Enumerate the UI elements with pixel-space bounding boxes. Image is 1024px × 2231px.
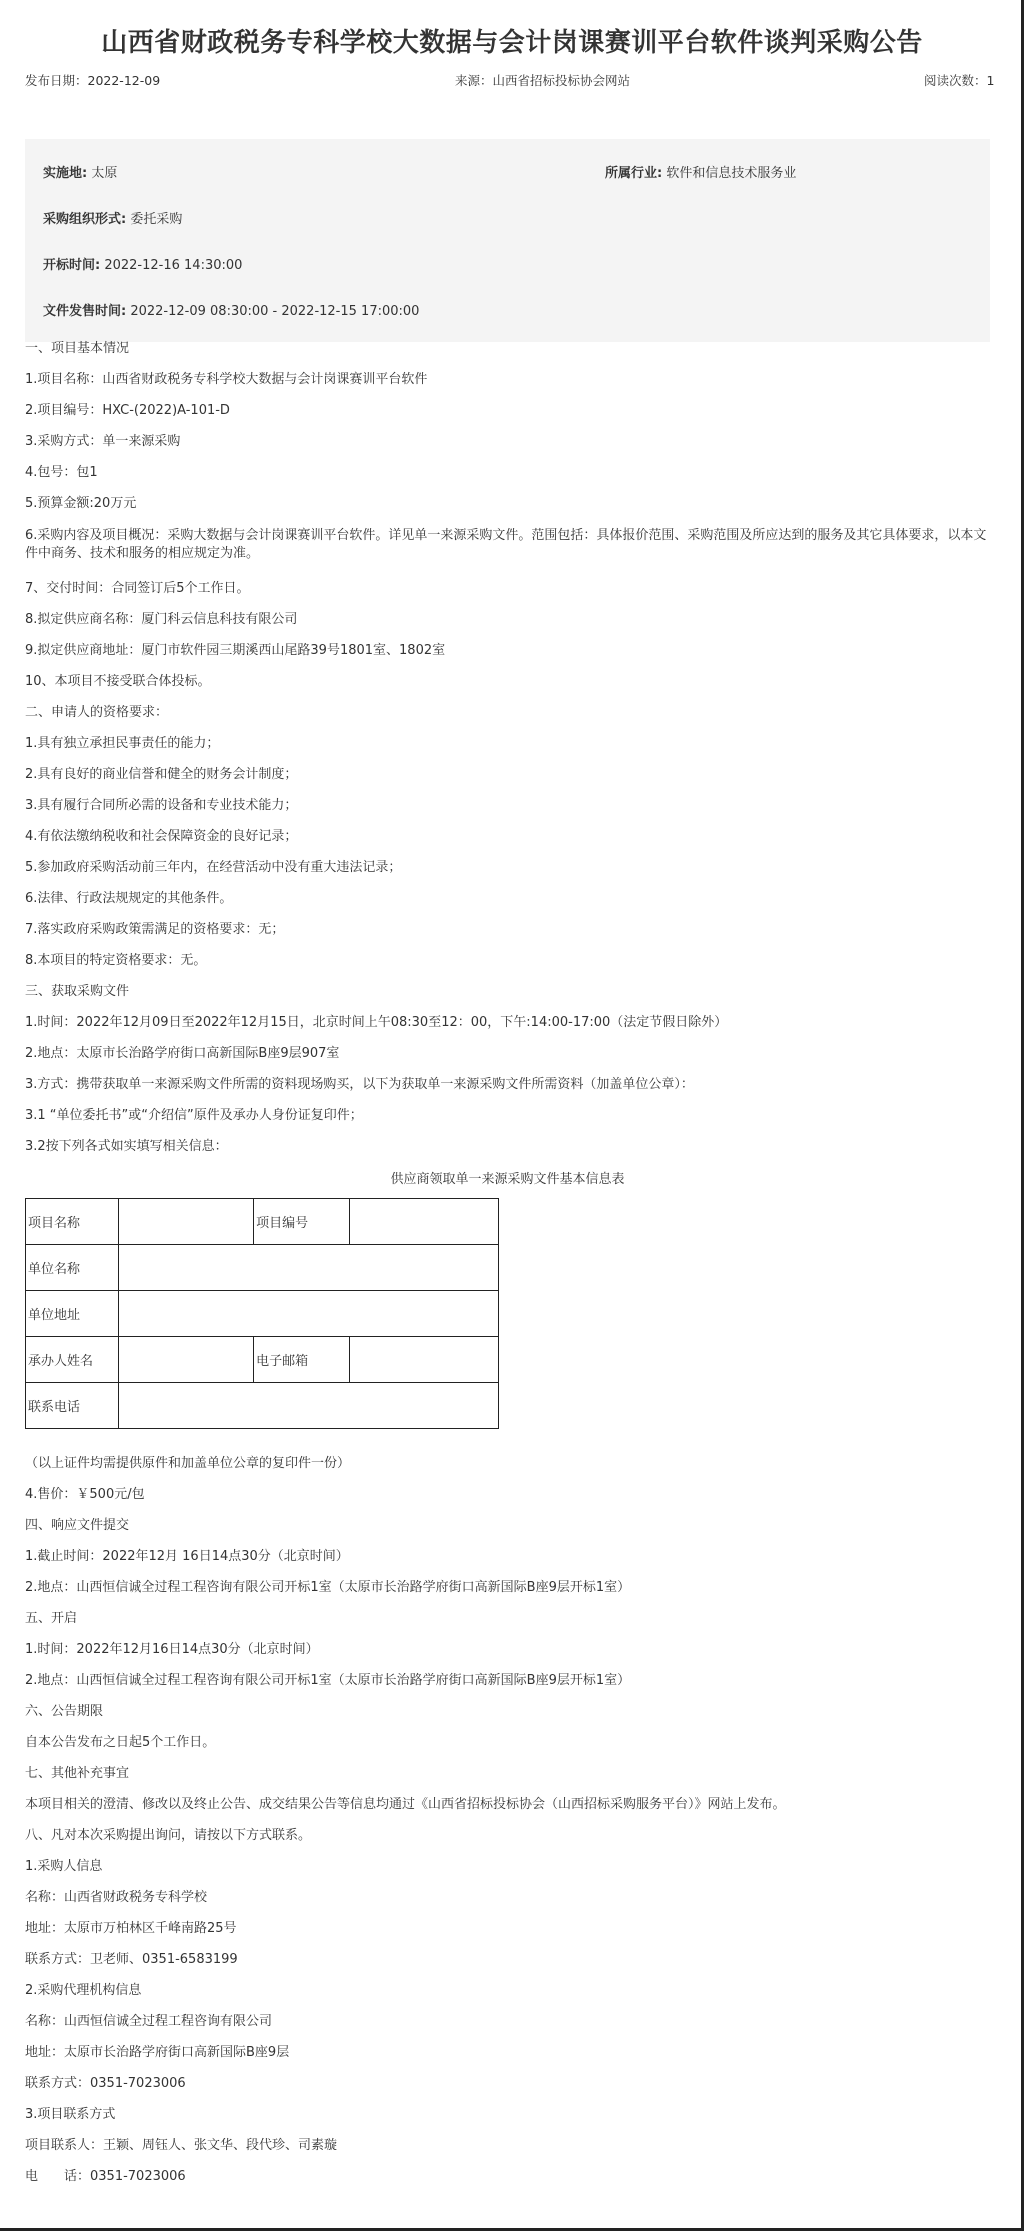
paragraph: 名称：山西恒信诚全过程工程咨询有限公司 (25, 2014, 273, 2029)
view-count: 阅读次数：1 (924, 73, 995, 88)
paragraph: 1.采购人信息 (25, 1859, 103, 1874)
paragraph: 本项目相关的澄清、修改以及终止公告、成交结果公告等信息均通过《山西省招标投标协会（山西招标采购服务平台）》网站上发布。 (25, 1797, 786, 1812)
paragraph: 地址：太原市万柏林区千峰南路25号 (25, 1921, 237, 1936)
info-open-value: 2022-12-16 14:30:00 (104, 258, 243, 273)
paragraph: 7、交付时间：合同签订后5个工作日。 (25, 581, 250, 596)
table-cell-empty (119, 1199, 254, 1245)
section-heading: 三、获取采购文件 (25, 984, 130, 999)
section-heading: 六、公告期限 (25, 1704, 104, 1719)
table-label-unit-address: 单位地址 (26, 1291, 119, 1337)
page-title: 山西省财政税务专科学校大数据与会计岗课赛训平台软件谈判采购公告 (101, 28, 923, 58)
paragraph: 1.具有独立承担民事责任的能力； (25, 736, 220, 751)
info-open-label: 开标时间: (43, 258, 101, 273)
paragraph: 6.法律、行政法规规定的其他条件。 (25, 891, 233, 906)
section-heading: 五、开启 (25, 1611, 78, 1626)
paragraph: 联系方式：卫老师、0351-6583199 (25, 1952, 238, 1967)
paragraph: 地址：太原市长治路学府街口高新国际B座9层 (25, 2045, 290, 2060)
paragraph: （以上证件均需提供原件和加盖单位公章的复印件一份） (25, 1456, 351, 1471)
paragraph: 4.有依法缴纳税收和社会保障资金的良好记录； (25, 829, 298, 844)
info-org-value: 委托采购 (130, 212, 183, 227)
info-industry (605, 162, 796, 181)
paragraph: 项目联系人：王颖、周钰人、张文华、段代珍、司素璇 (25, 2138, 338, 2153)
paragraph: 5.预算金额:20万元 (25, 496, 137, 511)
paragraph: 8.本项目的特定资格要求：无。 (25, 953, 207, 968)
table-label-email: 电子邮箱 (254, 1337, 350, 1383)
paragraph: 2.地点：山西恒信诚全过程工程咨询有限公司开标1室（太原市长治路学府街口高新国际B座9层开标1室） (25, 1580, 631, 1595)
paragraph: 8.拟定供应商名称：厦门科云信息科技有限公司 (25, 612, 298, 627)
paragraph: 3.具有履行合同所必需的设备和专业技术能力； (25, 798, 298, 813)
info-org-label: 采购组织形式: (43, 212, 127, 227)
section-heading: 七、其他补充事宜 (25, 1766, 130, 1781)
paragraph: 2.地点：山西恒信诚全过程工程咨询有限公司开标1室（太原市长治路学府街口高新国际B座9层开标1室） (25, 1673, 631, 1688)
info-open-time (43, 254, 242, 273)
paragraph: 电 话：0351-7023006 (25, 2169, 186, 2184)
table-row (26, 1383, 499, 1429)
paragraph: 9.拟定供应商地址：厦门市软件园三期溪西山尾路39号1801室、1802室 (25, 643, 446, 658)
table-label-project-name: 项目名称 (26, 1199, 119, 1245)
paragraph: 5.参加政府采购活动前三年内，在经营活动中没有重大违法记录； (25, 860, 402, 875)
paragraph: 自本公告发布之日起5个工作日。 (25, 1735, 216, 1750)
paragraph: 3.项目联系方式 (25, 2107, 116, 2122)
info-location-value: 太原 (91, 166, 118, 181)
paragraph: 2.采购代理机构信息 (25, 1983, 142, 1998)
paragraph: 3.1 “单位委托书”或“介绍信”原件及承办人身份证复印件； (25, 1108, 363, 1123)
paragraph: 2.项目编号：HXC-(2022)A-101-D (25, 403, 230, 418)
table-row (26, 1245, 499, 1291)
paragraph: 2.具有良好的商业信誉和健全的财务会计制度； (25, 767, 298, 782)
table-label-contact-name: 承办人姓名 (26, 1337, 119, 1383)
paragraph: 1.项目名称：山西省财政税务专科学校大数据与会计岗课赛训平台软件 (25, 372, 428, 387)
paragraph: 4.售价：￥500元/包 (25, 1487, 145, 1502)
section-heading: 二、申请人的资格要求： (25, 705, 169, 720)
paragraph: 1.截止时间：2022年12月 16日14点30分（北京时间） (25, 1549, 349, 1564)
table-cell-empty (119, 1383, 499, 1429)
section-heading: 四、响应文件提交 (25, 1518, 130, 1533)
table-cell-empty (119, 1291, 499, 1337)
paragraph: 7.落实政府采购政策需满足的资格要求：无； (25, 922, 285, 937)
paragraph: 3.2按下列各式如实填写相关信息： (25, 1139, 228, 1154)
paragraph: 1.时间：2022年12月16日14点30分（北京时间） (25, 1642, 319, 1657)
table-cell-empty (119, 1245, 499, 1291)
table-caption: 供应商领取单一来源采购文件基本信息表 (390, 1172, 625, 1187)
paragraph: 6.采购内容及项目概况：采购大数据与会计岗课赛训平台软件。详见单一来源采购文件。范围包括：具体报价范围、采购范围及所应达到的服务及其它具体要求，以本文件中商务、技术和服务的相应规定为准。 (25, 528, 987, 561)
table-label-project-no: 项目编号 (254, 1199, 350, 1245)
publish-date: 发布日期：2022-12-09 (25, 73, 161, 88)
table-row (26, 1337, 499, 1383)
paragraph: 3.方式：携带获取单一来源采购文件所需的资料现场购买，以下为获取单一来源采购文件所需资料（加盖单位公章）： (25, 1077, 694, 1092)
info-location (43, 162, 117, 181)
supplier-info-table (25, 1198, 499, 1429)
table-row (26, 1199, 499, 1245)
table-label-unit-name: 单位名称 (26, 1245, 119, 1291)
info-industry-label: 所属行业: (605, 166, 663, 181)
paragraph: 2.地点：太原市长治路学府街口高新国际B座9层907室 (25, 1046, 340, 1061)
section-heading: 八、凡对本次采购提出询问，请按以下方式联系。 (25, 1828, 312, 1843)
info-sale-label: 文件发售时间: (43, 304, 127, 319)
table-row (26, 1291, 499, 1337)
paragraph: 名称：山西省财政税务专科学校 (25, 1890, 208, 1905)
paragraph: 联系方式：0351-7023006 (25, 2076, 186, 2091)
info-sale-time (43, 300, 419, 319)
section-heading: 一、项目基本情况 (25, 341, 130, 356)
table-label-phone: 联系电话 (26, 1383, 119, 1429)
info-location-label: 实施地: (43, 166, 88, 181)
paragraph: 4.包号：包1 (25, 465, 98, 480)
table-cell-empty (350, 1199, 499, 1245)
info-industry-value: 软件和信息技术服务业 (666, 166, 797, 181)
paragraph: 10、本项目不接受联合体投标。 (25, 674, 211, 689)
info-sale-value: 2022-12-09 08:30:00 - 2022-12-15 17:00:00 (130, 304, 420, 319)
source: 来源：山西省招标投标协会网站 (455, 73, 631, 88)
table-cell-empty (350, 1337, 499, 1383)
paragraph: 3.采购方式：单一来源采购 (25, 434, 181, 449)
info-org (43, 208, 182, 227)
paragraph: 1.时间：2022年12月09日至2022年12月15日，北京时间上午08:30至12：00，下午:14:00-17:00（法定节假日除外） (25, 1015, 728, 1030)
table-cell-empty (119, 1337, 254, 1383)
